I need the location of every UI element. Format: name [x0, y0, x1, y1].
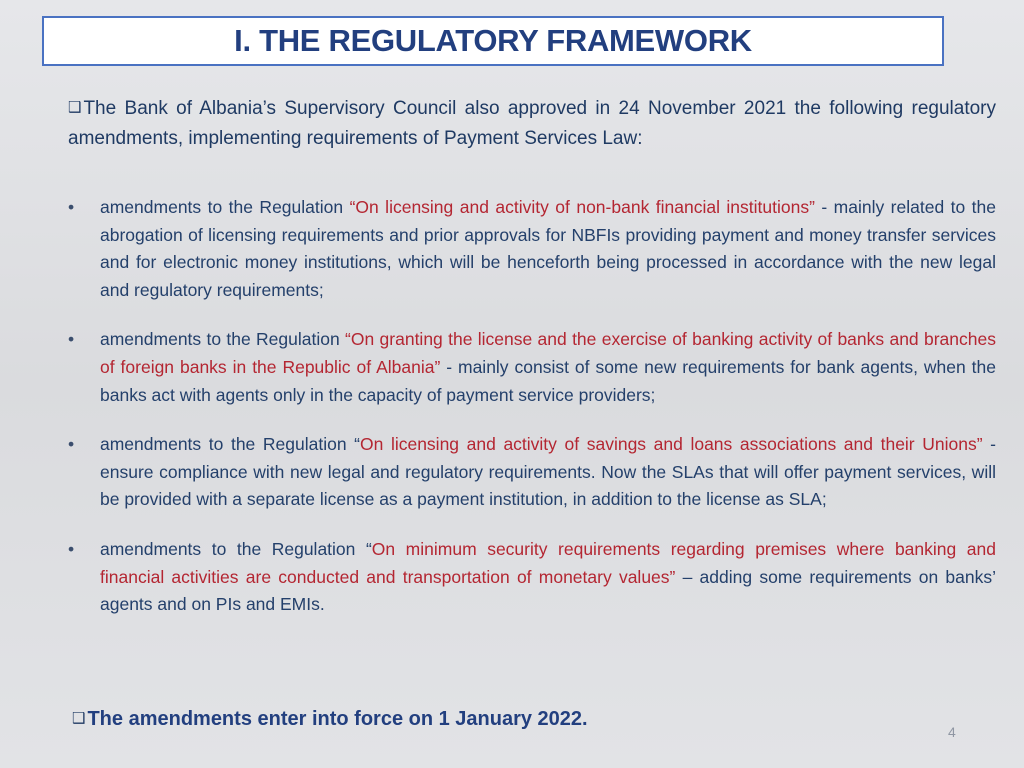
amendment-prefix: amendments to the Regulation [100, 197, 350, 217]
list-item [68, 194, 996, 304]
bullet-marker: • [68, 538, 75, 559]
amendment-prefix: amendments to the Regulation “ [100, 538, 372, 559]
amendment-prefix: amendments to the Regulation [100, 329, 346, 350]
intro-text: The Bank of Albania’s Supervisory Council also approved in 24 November 2021 the following regulatory amendments, implementing requirements of Payment Services Law: [68, 98, 996, 149]
slide-title: I. THE REGULATORY FRAMEWORK [234, 23, 752, 58]
list-item [68, 536, 996, 619]
amendments-list [68, 194, 996, 641]
regulation-title: On minimum security requirements regarding premises where banking and financial activities are conducted and transportation of monetary values” [100, 538, 996, 587]
amendment-description: - mainly consist of some new requirements for bank agents, when the banks act with agents only in the capacity of payment service providers; [100, 356, 997, 405]
footer-statement [72, 708, 832, 731]
bullet-marker: • [68, 434, 75, 455]
amendment-description: – adding some requirements on banks’ agents and on PIs and EMIs. [100, 566, 996, 615]
checkbox-bullet-icon: ❑ [68, 98, 82, 116]
bullet-marker: • [68, 329, 75, 350]
list-item [68, 326, 996, 409]
bullet-marker: • [68, 197, 75, 217]
checkbox-bullet-icon: ❑ [72, 709, 86, 727]
amendment-description: - ensure compliance with new legal and regulatory requirements. Now the SLAs that will offer payment services, will be provided with a separate license as a payment institution, in addition to the license as SLA; [100, 434, 996, 510]
amendment-description: - mainly related to the abrogation of licensing requirements and prior approvals for NBFIs providing payment and money transfer services and for electronic money institutions, which will be henceforth being processed in accordance with the new legal and regulatory requirements; [100, 197, 997, 300]
regulation-title: On licensing and activity of savings and loans associations and their Unions” [360, 434, 983, 455]
intro-paragraph [68, 92, 996, 154]
title-box [42, 16, 944, 66]
regulation-title: “On granting the license and the exercise of banking activity of banks and branches of foreign banks in the Republic of Albania” [100, 329, 996, 377]
amendment-prefix: amendments to the Regulation “ [100, 434, 360, 455]
regulation-title: “On licensing and activity of non-bank financial institutions” [349, 197, 815, 217]
list-item [68, 431, 996, 514]
page-number: 4 [948, 724, 956, 740]
footer-text: The amendments enter into force on 1 January 2022. [87, 708, 588, 730]
